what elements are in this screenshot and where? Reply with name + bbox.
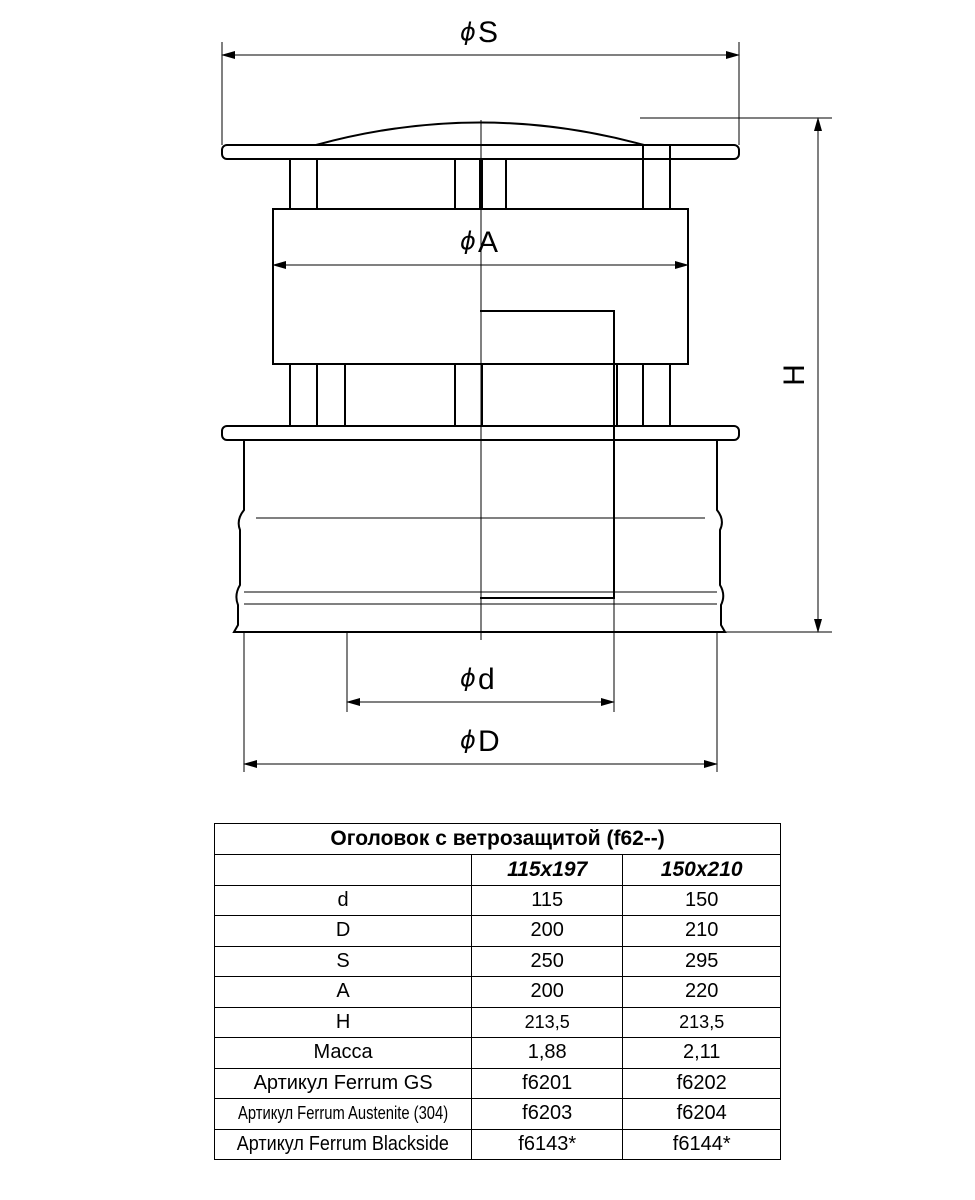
spec-table <box>214 823 781 1160</box>
svg-text:D: D <box>478 725 500 758</box>
param-text: Артикул Ferrum Blackside <box>237 1132 450 1155</box>
column-header-150x210: 150x210 <box>623 855 781 886</box>
value-cell: f6201 <box>472 1068 623 1099</box>
lower-strut-4 <box>617 364 643 426</box>
table-row <box>215 1007 781 1038</box>
inner-pipe <box>480 311 614 598</box>
value-cell: 220 <box>623 977 781 1008</box>
svg-text:ϕ: ϕ <box>460 227 476 255</box>
svg-text:ϕ: ϕ <box>460 726 476 754</box>
value-cell: f6144* <box>623 1129 781 1160</box>
param-cell: D <box>215 916 472 947</box>
lower-strut-1 <box>290 364 317 426</box>
upper-strut-left-outer <box>290 159 317 209</box>
table-row <box>215 916 781 947</box>
value-cell: f6143* <box>472 1129 623 1160</box>
label-A <box>460 226 498 259</box>
value-cell: 1,88 <box>472 1038 623 1069</box>
label-H <box>778 364 811 386</box>
table-row <box>215 1068 781 1099</box>
upper-strut-right-outer <box>643 145 670 209</box>
table-row <box>215 1099 781 1130</box>
value-cell: 213,5 <box>472 1007 623 1038</box>
param-text: Артикул Ferrum Austenite (304) <box>238 1103 449 1124</box>
table-title: Оголовок с ветрозащитой (f62--) <box>215 824 781 855</box>
table-title-row <box>215 824 781 855</box>
value-cell: 2,11 <box>623 1038 781 1069</box>
table-row <box>215 1038 781 1069</box>
svg-text:H: H <box>778 364 811 386</box>
label-S <box>460 16 498 49</box>
lower-strut-2 <box>317 364 345 426</box>
param-cell: Артикул Ferrum GS <box>215 1068 472 1099</box>
param-cell: A <box>215 977 472 1008</box>
lower-strut-3 <box>455 364 482 426</box>
value-cell: 115 <box>472 885 623 916</box>
svg-text:ϕ: ϕ <box>460 664 476 692</box>
value-cell: 200 <box>472 977 623 1008</box>
svg-text:d: d <box>478 663 495 696</box>
svg-text:ϕ: ϕ <box>460 18 476 46</box>
param-cell: d <box>215 885 472 916</box>
param-cell <box>215 1129 472 1160</box>
value-cell: f6202 <box>623 1068 781 1099</box>
value-cell: 200 <box>472 916 623 947</box>
value-cell: 295 <box>623 946 781 977</box>
value-cell: f6204 <box>623 1099 781 1130</box>
table-row <box>215 977 781 1008</box>
svg-text:A: A <box>478 226 499 259</box>
cowl-body-outline <box>234 440 725 632</box>
value-cell: 150 <box>623 885 781 916</box>
table-row <box>215 946 781 977</box>
param-cell <box>215 1099 472 1130</box>
value-cell: 210 <box>623 916 781 947</box>
top-cap-dome <box>316 123 644 146</box>
header-empty-cell <box>215 855 472 886</box>
value-cell: 250 <box>472 946 623 977</box>
upper-strut-left-inner <box>455 159 482 209</box>
table-row <box>215 885 781 916</box>
param-cell: H <box>215 1007 472 1038</box>
lower-strut-5 <box>643 364 670 426</box>
upper-strut-right-inner <box>480 159 506 209</box>
value-cell: 213,5 <box>623 1007 781 1038</box>
value-cell: f6203 <box>472 1099 623 1130</box>
label-D <box>460 725 500 758</box>
param-cell: S <box>215 946 472 977</box>
label-d <box>460 663 495 696</box>
svg-text:S: S <box>478 16 499 49</box>
table-header-row <box>215 855 781 886</box>
column-header-115x197: 115x197 <box>472 855 623 886</box>
param-cell: Масса <box>215 1038 472 1069</box>
table-row <box>215 1129 781 1160</box>
